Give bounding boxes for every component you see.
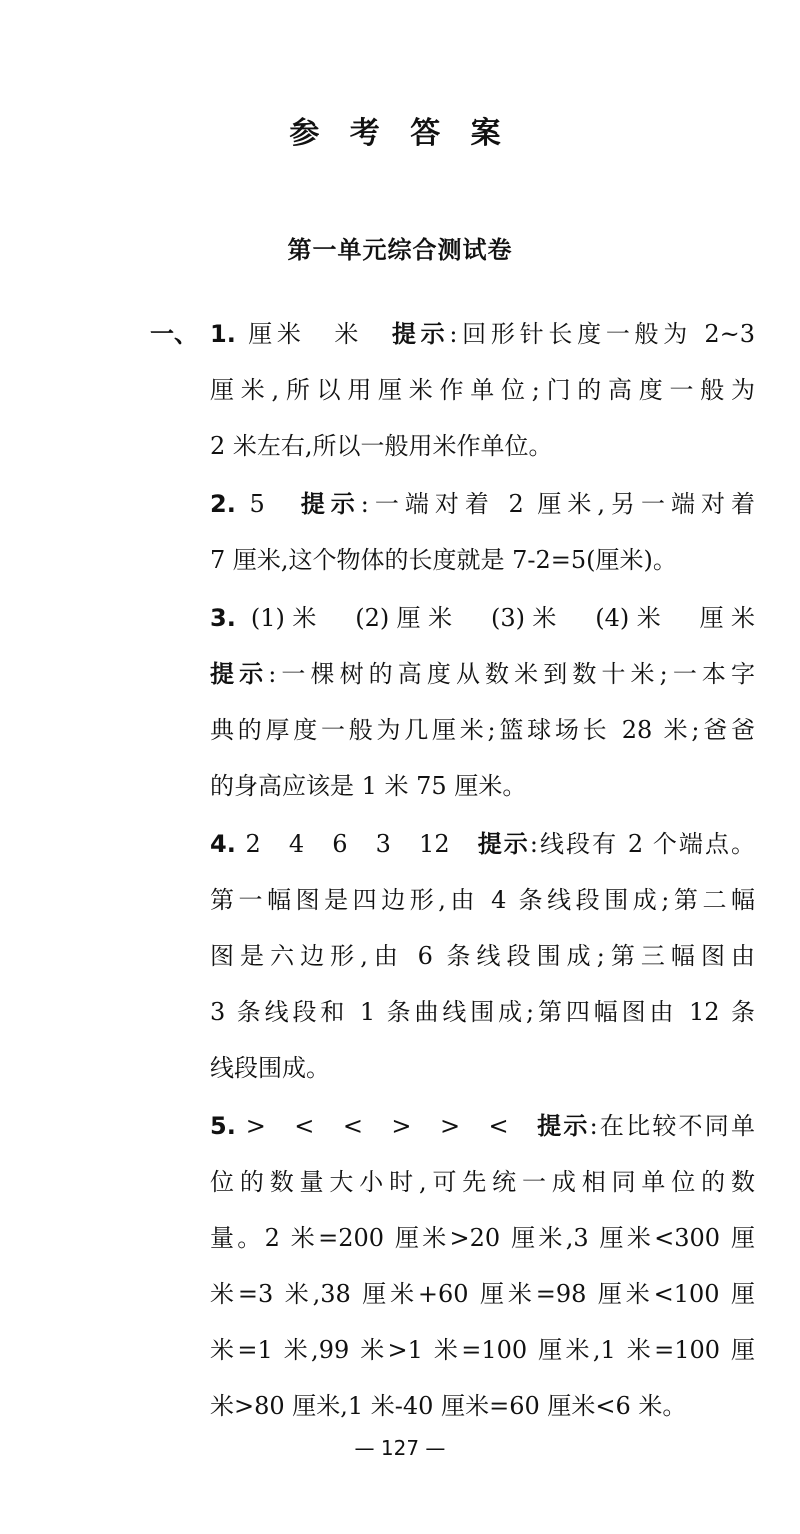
answer-item-2 — [0, 476, 800, 588]
answer-item-1 — [0, 306, 800, 474]
answer-line — [210, 816, 755, 872]
answer-line — [210, 532, 755, 588]
answer-text: 2 米左右,所以一般用米作单位。 — [210, 432, 553, 460]
answer-text: > < < > > < — [245, 1112, 509, 1140]
item-number: 1. — [210, 320, 236, 348]
tip-label: 提示 — [300, 490, 361, 518]
item-number: 3. — [210, 604, 236, 632]
item-number: 5. — [210, 1112, 236, 1140]
answer-line — [210, 872, 755, 928]
section-title: 第一单元综合测试卷 — [287, 236, 513, 264]
answer-line — [210, 1210, 755, 1266]
tip-label: 提示 — [210, 660, 269, 688]
answer-text: 线段围成。 — [210, 1054, 330, 1082]
answer-text: 位的数量大小时,可先统一成相同单位的数 — [210, 1168, 755, 1196]
answer-line — [210, 306, 755, 362]
answer-text: 3 条线段和 1 条曲线围成;第四幅图由 12 条 — [210, 998, 755, 1026]
answer-text: 图是六边形,由 6 条线段围成;第三幅图由 — [210, 942, 755, 970]
answer-text: 典的厚度一般为几厘米;篮球场长 28 米;爸爸 — [210, 716, 755, 744]
answer-line — [210, 590, 755, 646]
tip-label: 提示 — [391, 320, 450, 348]
answer-line — [210, 476, 755, 532]
answer-text: 5 — [249, 490, 265, 518]
answer-line — [210, 1266, 755, 1322]
answer-text: :一棵树的高度从数米到数十米;一本字 — [268, 660, 756, 688]
answer-list — [0, 306, 800, 1434]
item-number: 4. — [210, 830, 236, 858]
answer-line — [210, 362, 755, 418]
answer-text: :回形针长度一般为 2~3 — [449, 320, 756, 348]
answer-item-4 — [0, 816, 800, 1096]
answer-text: 厘米 米 — [248, 320, 364, 348]
answer-line — [210, 646, 755, 702]
answer-line — [210, 1322, 755, 1378]
answer-text: 7 厘米,这个物体的长度就是 7-2=5(厘米)。 — [210, 546, 677, 574]
answer-line — [210, 418, 755, 474]
answer-text: 米=3 米,38 厘米+60 厘米=98 厘米<100 厘 — [210, 1280, 755, 1308]
answer-line — [210, 1040, 755, 1096]
answer-line — [210, 1098, 755, 1154]
answer-text: 厘米,所以用厘米作单位;门的高度一般为 — [210, 376, 755, 404]
answer-text: :在比较不同单 — [589, 1112, 756, 1140]
answer-line — [210, 928, 755, 984]
section-lead: 一、 — [150, 320, 198, 348]
answer-line — [210, 1154, 755, 1210]
answer-text: 第一幅图是四边形,由 4 条线段围成;第二幅 — [210, 886, 755, 914]
answer-item-3 — [0, 590, 800, 814]
answer-line — [210, 1378, 755, 1434]
answer-text: 米>80 厘米,1 米-40 厘米=60 厘米<6 米。 — [210, 1392, 687, 1420]
tip-label: 提示 — [537, 1112, 590, 1140]
item-number: 2. — [210, 490, 236, 518]
answer-text: :线段有 2 个端点。 — [529, 830, 755, 858]
tip-label: 提示 — [477, 830, 530, 858]
answer-text: 2 4 6 3 12 — [245, 830, 450, 858]
answer-text: 量。2 米=200 厘米>20 厘米,3 厘米<300 厘 — [210, 1224, 755, 1252]
answer-line — [210, 702, 755, 758]
answer-item-5 — [0, 1098, 800, 1434]
answer-text: :一端对着 2 厘米,另一端对着 — [360, 490, 755, 518]
answer-text: (1)米 (2)厘米 (3)米 (4)米 厘米 — [250, 604, 756, 632]
answer-line — [210, 984, 755, 1040]
page-number: — 127 — — [354, 1436, 446, 1460]
answer-text: 的身高应该是 1 米 75 厘米。 — [210, 772, 527, 800]
answer-line — [210, 758, 755, 814]
page-title: 参 考 答 案 — [289, 116, 511, 151]
answer-text: 米=1 米,99 米>1 米=100 厘米,1 米=100 厘 — [210, 1336, 755, 1364]
